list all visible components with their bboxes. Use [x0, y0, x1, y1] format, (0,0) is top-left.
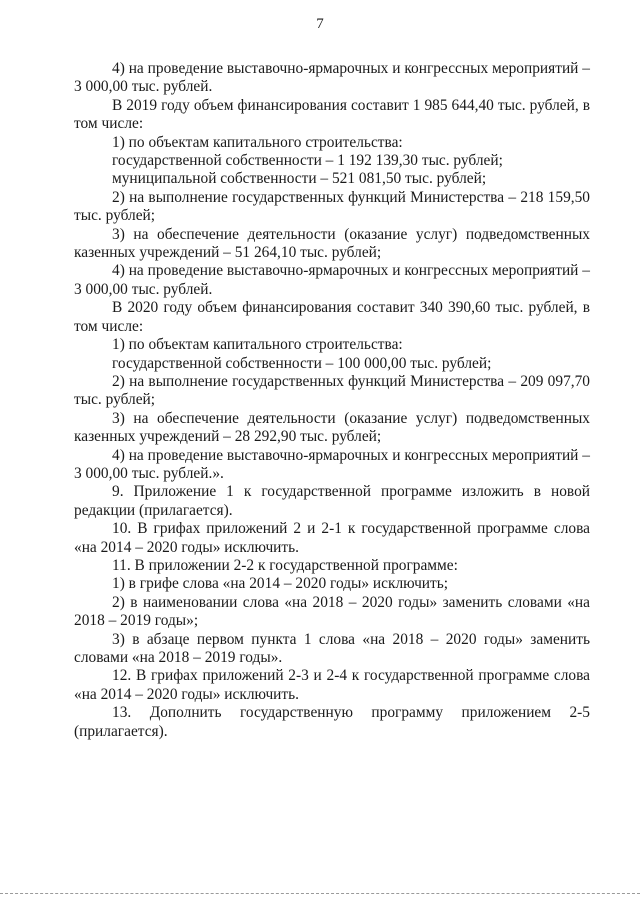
paragraph: государственной собственности – 100 000,00 тыс. рублей;: [112, 354, 492, 372]
paragraph: 3) на обеспечение деятельности (оказание услуг) подведомственных казенных учреждений – 51 264,10 тыс. рублей;: [74, 225, 590, 262]
paragraph: 3) в абзаце первом пункта 1 слова «на 2018 – 2020 годы» заменить словами «на 2018 – 2019 годы».: [74, 630, 590, 666]
paragraph: В 2019 году объем финансирования составит 1 985 644,40 тыс. рублей, в том числе:: [74, 96, 590, 133]
paragraph: 2) на выполнение государственных функций Министерства – 209 097,70 тыс. рублей;: [74, 372, 590, 409]
page-number: 7: [316, 16, 324, 32]
paragraph: 1) по объектам капитального строительства:: [112, 133, 403, 151]
paragraph: 13. Дополнить государственную программу приложением 2-5 (прилагается).: [74, 704, 590, 740]
paragraph: 3) на обеспечение деятельности (оказание услуг) подведомственных казенных учреждений – 28 292,90 тыс. рублей;: [74, 409, 590, 446]
paragraph: В 2020 году объем финансирования составит 340 390,60 тыс. рублей, в том числе:: [74, 299, 590, 335]
paragraph: 2) в наименовании слова «на 2018 – 2020 годы» заменить словами «на 2018 – 2019 годы»;: [74, 593, 590, 630]
paragraph: 4) на проведение выставочно-ярмарочных и конгрессных мероприятий – 3 000,00 тыс. рублей.: [74, 262, 590, 298]
paragraph: муниципальной собственности – 521 081,50 тыс. рублей;: [112, 170, 487, 188]
paragraph: 12. В грифах приложений 2-3 и 2-4 к государственной программе слова «на 2014 – 2020 годы» исключить.: [74, 667, 590, 703]
paragraph: 9. Приложение 1 к государственной программе изложить в новой редакции (прилагается).: [74, 483, 590, 519]
page-bottom-divider: [0, 893, 640, 894]
paragraph: 4) на проведение выставочно-ярмарочных и конгрессных мероприятий – 3 000,00 тыс. рублей.».: [74, 446, 590, 482]
paragraph: 11. В приложении 2-2 к государственной программе:: [112, 556, 458, 574]
paragraph: 1) по объектам капитального строительства:: [112, 336, 403, 354]
paragraph: 2) на выполнение государственных функций Министерства – 218 159,50 тыс. рублей;: [74, 188, 590, 225]
paragraph: 10. В грифах приложений 2 и 2-1 к государственной программе слова «на 2014 – 2020 годы» исключить.: [74, 520, 590, 556]
paragraph: 4) на проведение выставочно-ярмарочных и конгрессных мероприятий – 3 000,00 тыс. рублей.: [74, 60, 590, 96]
paragraph: 1) в грифе слова «на 2014 – 2020 годы» исключить;: [112, 575, 449, 593]
document-body: [74, 60, 590, 741]
paragraph: государственной собственности – 1 192 139,30 тыс. рублей;: [112, 152, 503, 170]
